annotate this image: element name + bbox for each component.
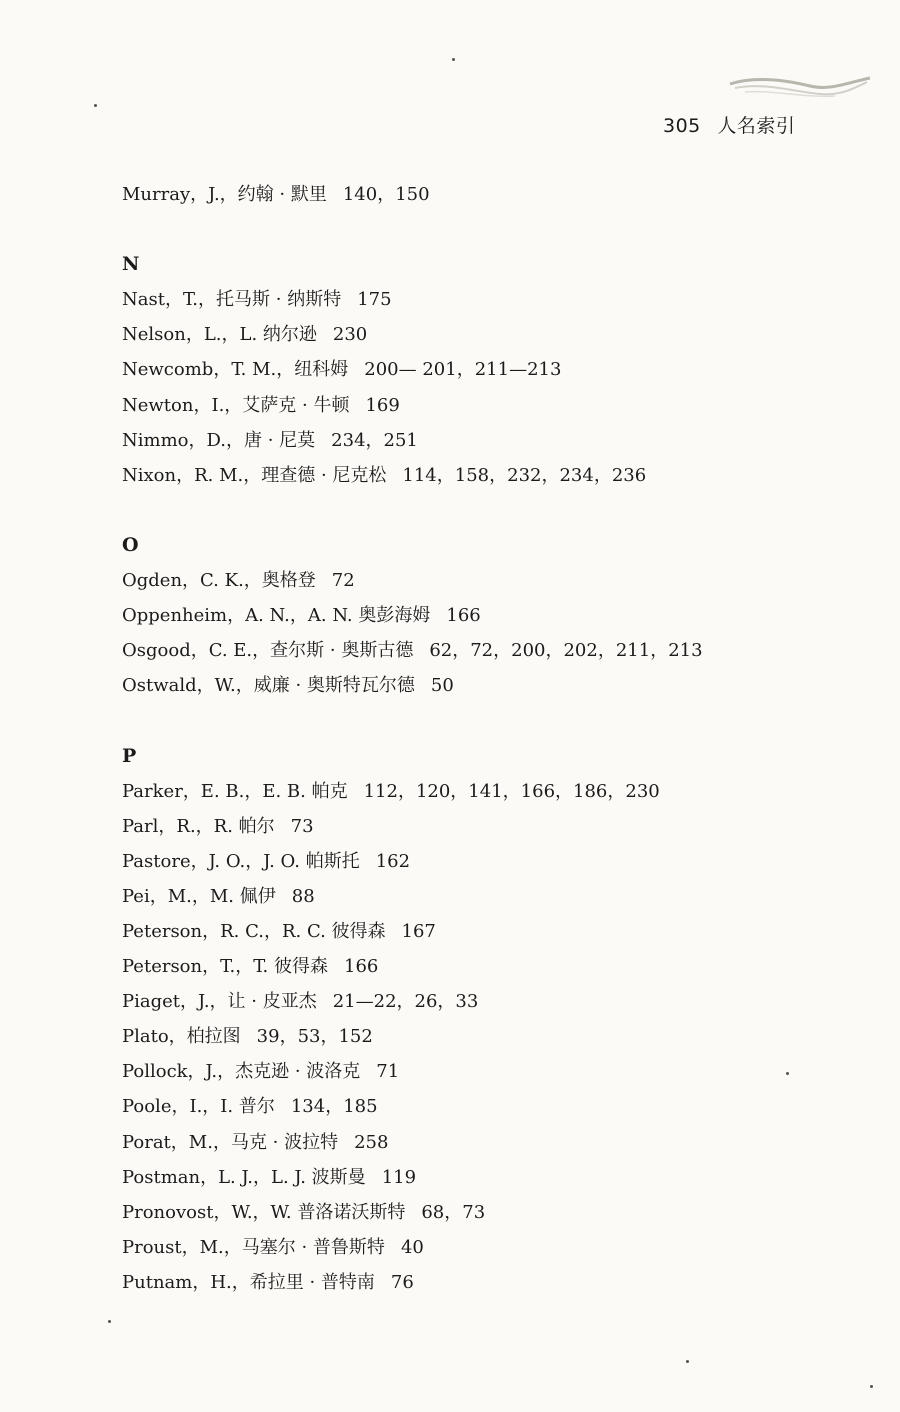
index-entry (122, 598, 822, 633)
index-entry (122, 668, 822, 703)
scan-speck (686, 1360, 689, 1363)
letter-heading-p: P (122, 744, 137, 767)
index-entry (122, 388, 822, 423)
entry-name: Parl，R.，R. 帕尔 (122, 815, 275, 837)
entry-name: Pollock，J.，杰克逊 · 波洛克 (122, 1061, 361, 1083)
entry-pages: 50 (430, 675, 454, 697)
entry-pages: 167 (401, 920, 436, 942)
entry-pages: 73 (290, 815, 314, 837)
index-entry (122, 633, 822, 668)
entry-name: Postman，L. J.，L. J. 波斯曼 (122, 1166, 366, 1188)
entry-name: Pronovost，W.，W. 普洛诺沃斯特 (122, 1201, 406, 1223)
index-entry (122, 1054, 822, 1089)
entry-name: Nelson，L.，L. 纳尔逊 (122, 324, 317, 346)
entry-name: Ogden，C. K.，奥格登 (122, 570, 316, 592)
entry-pages: 21—22，26，33 (332, 991, 479, 1013)
entry-name: Newton，I.，艾萨克 · 牛顿 (122, 394, 350, 416)
index-entry (122, 282, 822, 317)
index-entry (122, 1160, 822, 1195)
index-entry (122, 1230, 822, 1265)
entry-name: Murray，J.，约翰 · 默里 (122, 184, 327, 205)
entry-pages: 72 (331, 570, 355, 592)
entry-name: Osgood，C. E.，查尔斯 · 奥斯古德 (122, 640, 414, 662)
index-entry (122, 879, 822, 914)
entry-name: Nimmo，D.，唐 · 尼莫 (122, 429, 316, 451)
entry-name: Pei，M.，M. 佩伊 (122, 885, 276, 907)
entry-pages: 40 (400, 1236, 424, 1258)
entry-name: Parker，E. B.，E. B. 帕克 (122, 780, 348, 802)
entry-pages: 39，53，152 (256, 1026, 373, 1048)
scan-speck (108, 1320, 111, 1323)
entry-name: Plato，柏拉图 (122, 1026, 241, 1048)
entry-pages: 169 (365, 394, 400, 416)
entry-pages: 175 (357, 289, 392, 311)
index-entry (122, 774, 822, 809)
scan-speck (94, 104, 97, 107)
entry-pages: 140，150 (342, 184, 430, 205)
entry-name: Peterson，R. C.，R. C. 彼得森 (122, 920, 386, 942)
entry-name: Porat，M.，马克 · 波拉特 (122, 1131, 339, 1153)
entry-pages: 119 (381, 1166, 417, 1188)
name-index (122, 177, 822, 1300)
page-number: 305 (663, 115, 701, 137)
index-entry (122, 563, 822, 598)
entry-pages: 162 (375, 850, 411, 872)
index-entry (122, 914, 822, 949)
entry-name: Nixon，R. M.，理查德 · 尼克松 (122, 464, 387, 486)
entry-pages: 114，158，232，234，236 (402, 464, 647, 486)
entry-name: Putnam，H.，希拉里 · 普特南 (122, 1271, 375, 1293)
letter-heading-o: O (122, 533, 139, 556)
entry-pages: 234，251 (331, 429, 418, 451)
scan-speck (870, 1385, 873, 1388)
index-entry (122, 949, 822, 984)
entry-name: Poole，I.，I. 普尔 (122, 1096, 275, 1118)
running-header (663, 111, 795, 138)
index-entry (122, 844, 822, 879)
entry-pages: 71 (376, 1061, 400, 1083)
entry-name: Oppenheim，A. N.，A. N. 奥彭海姆 (122, 605, 431, 627)
entry-pages: 68，73 (421, 1201, 486, 1223)
index-entry (122, 177, 822, 212)
index-entry (122, 1019, 822, 1054)
index-entry (122, 1265, 822, 1300)
entry-name: Peterson，T.，T. 彼得森 (122, 956, 328, 978)
index-entry (122, 423, 822, 458)
brush-stroke-ornament (725, 70, 875, 110)
entry-name: Newcomb，T. M.，纽科姆 (122, 359, 349, 381)
index-entry (122, 317, 822, 352)
index-entry (122, 984, 822, 1019)
entry-pages: 166 (344, 956, 379, 978)
entry-pages: 112，120，141，166，186，230 (363, 780, 660, 802)
entry-pages: 230 (332, 324, 368, 346)
entry-name: Pastore，J. O.，J. O. 帕斯托 (122, 850, 360, 872)
index-entry (122, 1125, 822, 1160)
index-entry (122, 1089, 822, 1124)
entry-pages: 200— 201，211—213 (364, 359, 562, 381)
entry-name: Ostwald，W.，威廉 · 奥斯特瓦尔德 (122, 675, 415, 697)
entry-pages: 88 (291, 885, 315, 907)
entry-pages: 258 (354, 1131, 389, 1153)
entry-name: Piaget，J.，让 · 皮亚杰 (122, 991, 317, 1013)
index-entry (122, 809, 822, 844)
entry-pages: 166 (446, 605, 481, 627)
index-entry (122, 1195, 822, 1230)
entry-pages: 62，72，200，202，211，213 (429, 640, 703, 662)
entry-name: Proust，M.，马塞尔 · 普鲁斯特 (122, 1236, 385, 1258)
section-title: 人名索引 (717, 115, 796, 137)
entry-pages: 76 (390, 1271, 414, 1293)
letter-heading-n: N (122, 253, 140, 276)
entry-name: Nast，T.，托马斯 · 纳斯特 (122, 289, 342, 311)
scan-speck (786, 1072, 789, 1075)
scan-speck (452, 58, 455, 61)
index-entry (122, 458, 822, 493)
index-entry (122, 352, 822, 387)
entry-pages: 134，185 (290, 1096, 378, 1118)
